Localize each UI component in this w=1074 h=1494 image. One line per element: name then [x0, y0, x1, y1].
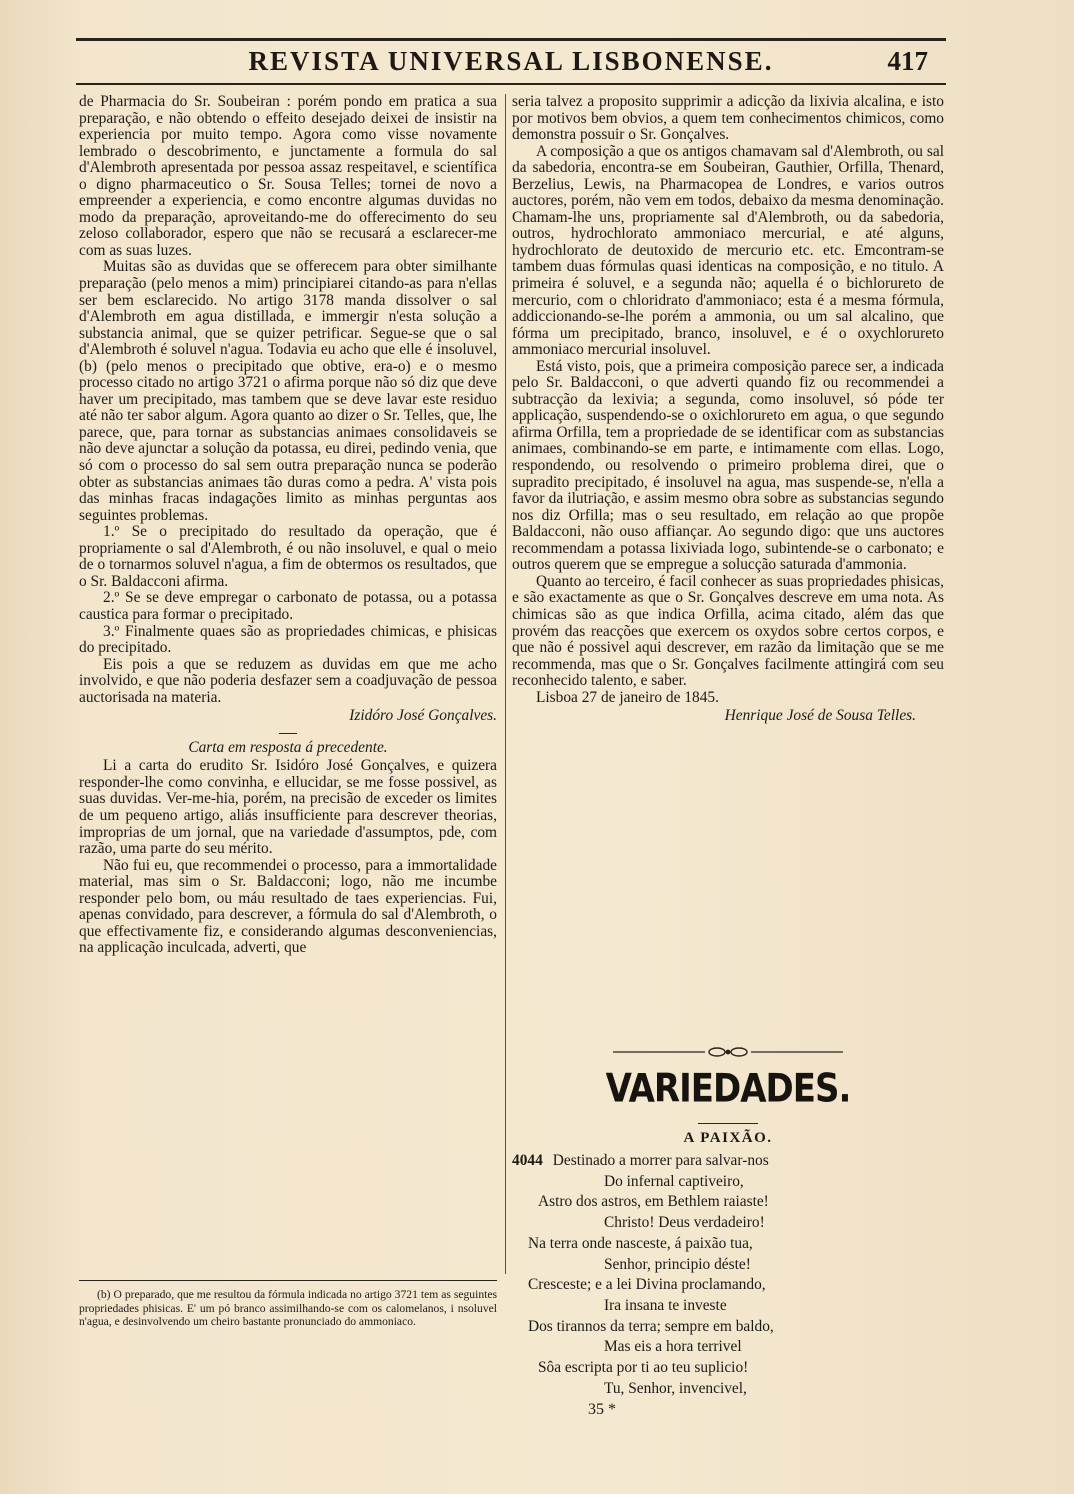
ornament-divider	[613, 1045, 843, 1059]
poem-line: Dos tirannos da terra; sempre em baldo,	[528, 1317, 774, 1335]
poem-line	[512, 1151, 944, 1172]
section-divider	[279, 733, 297, 734]
header-bottom-rule	[76, 83, 946, 85]
paragraph: 1.º Se o precipitado do resultado da operação, que é propriamente o sal d'Alembroth, é ou não insoluvel, e qual o meio de o tornarmos soluvel n'agua, a fim de obtermos os resultados, que o Sr. Baldacconi afirma.	[79, 523, 497, 590]
page-header	[76, 44, 946, 78]
poem-line: Cresceste; e a lei Divina proclamando,	[528, 1276, 766, 1294]
poem-line: Christo! Deus verdadeiro!	[604, 1214, 765, 1232]
paragraph: Eis pois a que se reduzem as duvidas em que me acho involvido, e que não poderia desfazer sem a coadjuvação de pessoa auctorisada na materia.	[79, 655, 497, 706]
paragraph: A composição a que os antigos chamavam sal d'Alembroth, ou sal da sabedoria, encontra-se em Soubeiran, Gauthier, Orfilla, Thenard, Berzelius, Lewis, na Pharmacopea de Londres, e varios outros auctores, porém, não vem em todos, debaixo da mesma denominação. Chamam-lhe uns, propriamente sal d'Alembroth, ou da sabedoria, outros, hydrochlorato ammoniaco mercurial, e até alguns, hydrochlorato de deutoxido de mercurio etc. etc. Emcontram-se tambem duas fórmulas quasi identicas na composição, e no titulo. A primeira é soluvel, e a segunda não; aquella é o bichlorureto de mercurio, com o chloridrato d'ammoniaco; esta é a mesma fórmula, addiccionando-se-lhe porém a ammonia, ou um sal alcalino, que fórma um precipitado, branco, insoluvel, e é o oxychlorureto ammoniaco mercurial insoluvel.	[512, 142, 944, 359]
footnote-rule	[79, 1280, 497, 1281]
dateline: Lisboa 27 de janeiro de 1845.	[536, 688, 719, 706]
poem-number: 4044	[512, 1152, 543, 1169]
left-column	[79, 94, 497, 979]
poem-title: A PAIXÃO.	[683, 1130, 773, 1146]
poem-line: Ira insana te investe	[604, 1296, 727, 1314]
header-top-rule	[76, 38, 946, 41]
paragraph: de Pharmacia do Sr. Soubeiran : porém pondo em pratica a sua preparação, e não obtendo o effeito desejado deixei de insistir na experiencia por muito tempo. Agora como visse novamente lembrado o descobrimento, e junctamente a formula do sal d'Alembroth apresentada por pessoa assaz respeitavel, e scientífica o digno pharmaceutico o Sr. Sousa Telles; tornei de novo a empreender a experiencia, e como encontre algumas duvidas no modo da preparação, aproveitando-me do offerecimento do seu zeloso collaborador, espero que não se recusará a esclarecer-me com as suas luzes.	[79, 94, 497, 259]
poem-line: Sôa escripta por ti ao teu suplicio!	[538, 1359, 749, 1377]
reply-heading: Carta em resposta á precedente.	[188, 738, 388, 756]
page-number: 417	[887, 46, 928, 76]
poem-line: Senhor, principio déste!	[604, 1255, 751, 1273]
column-divider	[505, 94, 506, 1274]
section-title: VARIEDADES.	[605, 1066, 851, 1112]
footnote-text: (b) O preparado, que me resultou da fórmula indicada no artigo 3721 tem as seguintes propriedades phisicas. E' um pó branco assimilhando-se com os calomelanos, i nsoluvel n'agua, e desinvolvendo um cheiro bastante pronunciado do ammoniaco.	[79, 1288, 497, 1328]
journal-title: REVISTA UNIVERSAL LISBONENSE.	[248, 45, 774, 76]
paragraph: seria talvez a proposito supprimir a adicção da lixivia alcalina, e isto por motivos bem obvios, a quem tem conhecimentos chimicos, como demonstra possuir o Sr. Gonçalves.	[512, 94, 944, 144]
paragraph: Não fui eu, que recommendei o processo, para a immortalidade material, mas sim o Sr. Baldacconi; logo, não me incumbe responder pelo bom, ou máu resultado de taes experiencias. Fui, apenas convidado, para descrever, a fórmula do sal d'Alembroth, o que effectivamente fiz, e considerando algumas desconveniencias, na applicação inculcada, adverti, que	[79, 856, 497, 957]
poem	[512, 1151, 944, 1399]
paragraph: 2.º Se se deve empregar o carbonato de potassa, ou a potassa caustica para formar o precipitado.	[79, 589, 497, 623]
poem-line-text: Destinado a morrer para salvar-nos	[552, 1152, 769, 1169]
section-rule	[698, 1123, 758, 1124]
paragraph: Muitas são as duvidas que se offerecem para obter similhante preparação (pelo menos a mim) principiarei citando-as para n'ellas ser bem esclarecido. No artigo 3178 manda dissolver o sal d'Alembroth em agua distillada, e immergir n'esta solução a substancia animal, que se quizer petrificar. Segue-se que o sal d'Alembroth é soluvel n'agua. Todavia eu acho que elle é insoluvel, (b) (pelo menos o precipitado que obtive, era-o) e o mesmo processo citado no artigo 3721 o afirma porque não só diz que deve haver um precipitado, mas tambem que se deve lavar este residuo até não ter sabor algum. Agora quanto ao dizer o Sr. Telles, que, lhe parece, que, para tornar as substancias animaes consolidaveis se não deve ajunctar a solução da potassa, eu direi, pedindo venia, que só com o processo do sal sem outra preparação nunca se poderão obter as substancias animaes tão duras como a pedra. A' vista pois das minhas fracas indagações limito as minhas perguntas aos seguintes problemas.	[79, 258, 497, 524]
poem-line: Tu, Senhor, invencivel,	[604, 1379, 747, 1397]
paragraph: 3.º Finalmente quaes são as propriedades chimicas, e phisicas do precipitado.	[79, 622, 497, 657]
right-column	[512, 94, 944, 1054]
poem-line: Do infernal captiveiro,	[604, 1172, 744, 1190]
poem-line: Astro dos astros, em Bethlem raiaste!	[538, 1193, 769, 1211]
paragraph: Quanto ao terceiro, é facil conhecer as suas propriedades phisicas, e são exactamente as que o Sr. Gonçalves descreve em uma nota. As chimicas são as que indica Orfilla, acima citado, além das que provém das reacções que exercem os oxydos sobre certos corpos, e que não é possivel aqui descrever, em razão da limitação que se me recommenda, mas que o Sr. Gonçalves facilmente attingirá com seu reconhecido talento, e saber.	[512, 572, 944, 690]
paragraph: Está visto, pois, que a primeira composição parece ser, a indicada pelo Sr. Baldacconi, o que adverti quando fiz ou recommendei a subtracção da lexivia; a segunda, como insoluvel, só póde ter applicação, suspendendo-se o oxichlorureto em agua, o que segundo afirma Orfilla, tem a propriedade de se identificar com as substancias animaes, combinando-se em parte, e intimamente com ellas. Logo, respondendo, ou resolvendo o primeiro problema direi, que o supradito precipitado, é insoluvel na agua, mas suspende-se, n'ella a favor da ilutriação, e assim mesmo obra sobre as substancias segundo nos diz Orfilla; mas o seu resultado, em relação ao que propõe Baldacconi, não ouso affiançar. Ao segundo digo: que uns auctores recommendam a potassa lixiviada logo, subintende-se o carbonato; e outros querem que se empregue a solucção saturada d'ammonia.	[512, 357, 944, 574]
sheet-signature: 35 *	[588, 1401, 616, 1419]
footnote	[79, 1288, 497, 1380]
poem-line: Mas eis a hora terrivel	[604, 1338, 742, 1356]
poem-line: Na terra onde nasceste, á paixão tua,	[528, 1234, 753, 1252]
letter-signature: Izidóro José Gonçalves.	[349, 707, 497, 725]
paragraph: Li a carta do erudito Sr. Isidóro José Gonçalves, e quizera responder-lhe como convinha, e ellucidar, se me fosse possivel, as suas duvidas. Ver-me-hia, porém, na precisão de exceder os limites de um pequeno artigo, aliás insufficiente para descrever theorias, improprias de um jornal, que na variedade d'assumptos, pde, com razão, uma parte do seu mérito.	[79, 757, 497, 858]
variedades-section	[512, 1045, 944, 1485]
reply-signature: Henrique José de Sousa Telles.	[724, 707, 916, 725]
